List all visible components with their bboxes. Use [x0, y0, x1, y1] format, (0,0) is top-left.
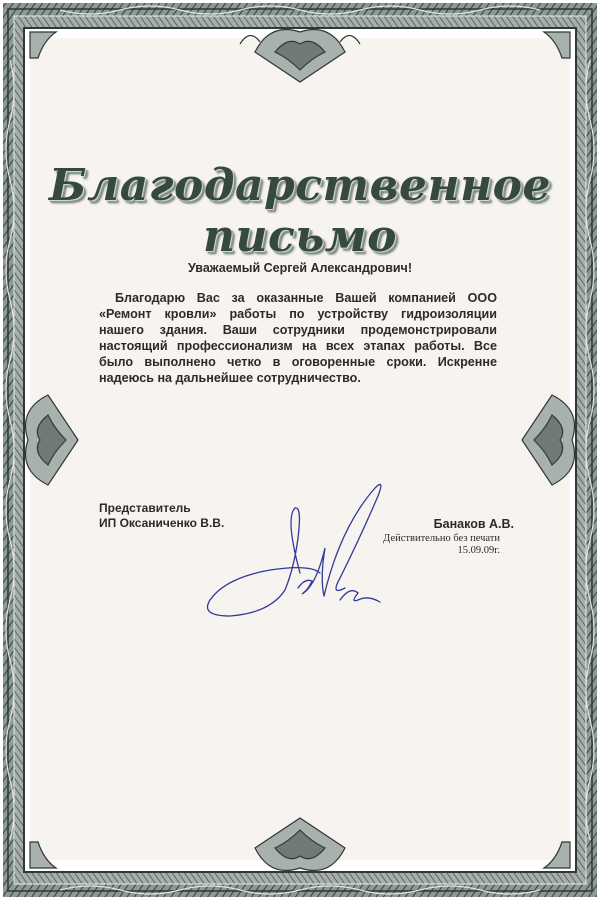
greeting: Уважаемый Сергей Александрович!: [188, 261, 412, 275]
representative-label: Представитель: [99, 501, 191, 515]
letter-body: Благодарю Вас за оказанные Вашей компанией ООО «Ремонт кровли» работы по устройству гидроизоляции нашего здания. Ваши сотрудники продемонстрировали настоящий профессионализм на всех этапах работы. Все было выполнено четко в оговоренные сроки. Искренне надеюсь на дальнейшее сотрудничество.: [99, 291, 497, 386]
representative-name: ИП Оксаниченко В.В.: [99, 516, 225, 530]
letter-date: 15.09.09г.: [457, 545, 500, 556]
handwritten-signature: [190, 478, 390, 623]
signer-name: Банаков А.В.: [433, 517, 514, 531]
letter-title: Благодарственное письмо: [48, 160, 551, 262]
stamp-note: Действительно без печати: [383, 533, 500, 544]
